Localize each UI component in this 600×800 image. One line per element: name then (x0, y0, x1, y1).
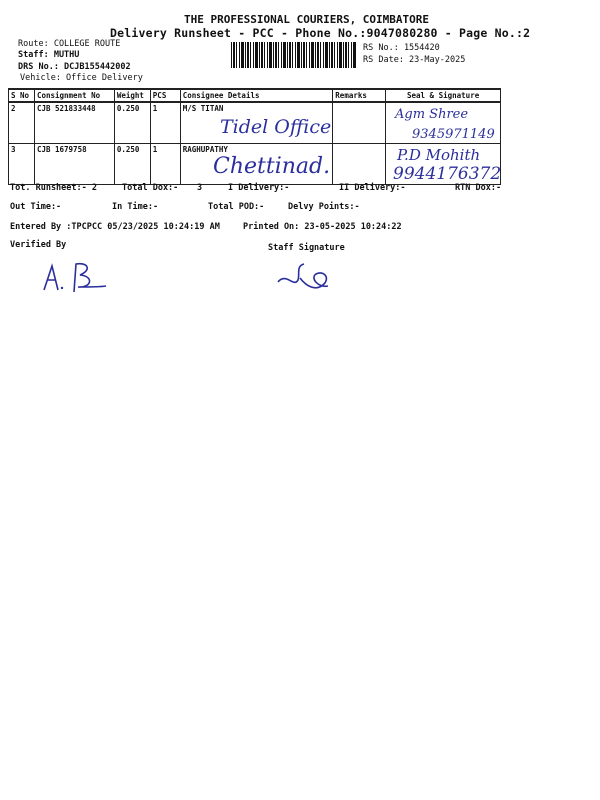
staff-signature-label: Staff Signature (268, 243, 345, 253)
col-header-weight: Weight (114, 89, 150, 102)
handwritten-seal-phone-2: 9944176372 (393, 164, 502, 184)
cell-weight: 0.250 (114, 144, 150, 185)
handwritten-consignee-1: Tidel Office (220, 116, 332, 138)
col-header-remarks: Remarks (333, 89, 386, 102)
col-header-pcs: PCS (150, 89, 180, 102)
cell-consignment: CJB 1679758 (34, 144, 114, 185)
barcode-image (231, 42, 357, 68)
total-runsheet: Tot. Runsheet:- 2 (10, 183, 97, 193)
verified-by-label: Verified By (10, 240, 67, 250)
in-time-label: In Time:- (112, 202, 159, 212)
cell-sno: 2 (9, 102, 35, 144)
handwritten-seal-name-2: P.D Mohith (397, 146, 481, 164)
i-delivery-label: I Delivery:- (228, 183, 290, 193)
total-pod-label: Total POD:- (208, 202, 265, 212)
staff-signature-mark (272, 258, 342, 298)
entered-by: Entered By :TPCPCC 05/23/2025 10:24:19 AM (10, 222, 220, 232)
ii-delivery-label: II Delivery:- (339, 183, 406, 193)
cell-remarks (333, 102, 386, 144)
vehicle-label: Vehicle: Office Delivery (20, 73, 143, 83)
col-header-consignment: Consignment No (34, 89, 114, 102)
handwritten-seal-name-1: Agm Shree (395, 107, 469, 122)
col-header-sno: S No (9, 89, 35, 102)
total-dox-value: 3 (197, 183, 203, 193)
drs-number: DRS No.: DCJB155442002 (18, 62, 131, 72)
rs-date: RS Date: 23-May-2025 (363, 55, 466, 65)
col-header-consignee: Consignee Details (180, 89, 333, 102)
staff-label: Staff: MUTHU (18, 50, 80, 60)
cell-sno: 3 (9, 144, 35, 185)
total-dox-label: Total Dox:- (122, 183, 179, 193)
cell-pcs: 1 (150, 144, 180, 185)
cell-consignment: CJB 521833448 (34, 102, 114, 144)
company-title: THE PROFESSIONAL COURIERS, COIMBATORE (184, 13, 430, 26)
route-label: Route: COLLEGE ROUTE (18, 39, 121, 49)
handwritten-seal-phone-1: 9345971149 (412, 127, 495, 142)
cell-weight: 0.250 (114, 102, 150, 144)
table-header-row (9, 89, 501, 102)
printed-on: Printed On: 23-05-2025 10:24:22 (243, 222, 402, 232)
verified-by-signature (40, 258, 110, 298)
handwritten-consignee-2: Chettinad. (213, 154, 331, 179)
delvy-points-label: Delvy Points:- (288, 202, 360, 212)
cell-consignee: M/S TITAN (180, 102, 333, 144)
cell-remarks (333, 144, 386, 185)
cell-consignee: RAGHUPATHY (180, 144, 333, 185)
runsheet-title: Delivery Runsheet - PCC - Phone No.:9047080280 - Page No.:2 (110, 26, 531, 40)
rs-number: RS No.: 1554420 (363, 43, 440, 53)
col-header-seal: Seal & Signature (386, 89, 501, 102)
cell-pcs: 1 (150, 102, 180, 144)
out-time-label: Out Time:- (10, 202, 62, 212)
rtn-dox-label: RTN Dox:- (455, 183, 502, 193)
